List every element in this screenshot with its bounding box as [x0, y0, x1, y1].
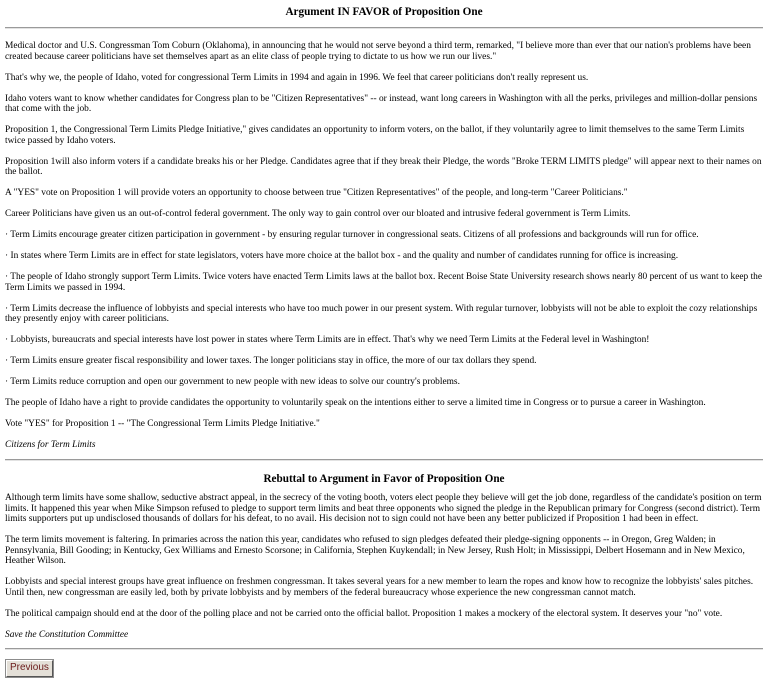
bullet-paragraph: · Term Limits ensure greater fiscal responsibility and lower taxes. The longer politicians stay in office, the more of our tax dollars they spend. [5, 356, 537, 367]
paragraph: Vote "YES" for Proposition 1 -- "The Congressional Term Limits Pledge Initiative." [5, 419, 320, 430]
bullet-paragraph: · In states where Term Limits are in effect for state legislators, voters have more choice at the ballot box - and the quality and number of candidates running for office is increasing. [5, 251, 679, 262]
page-navigation [5, 650, 763, 677]
argument-for-body [5, 41, 763, 451]
paragraph: The people of Idaho have a right to provide candidates the opportunity to voluntarily speak on the intentions either to serve a limited time in Congress or to pursue a career in Washington. [5, 398, 706, 409]
argument-for-signature: Citizens for Term Limits [5, 440, 96, 451]
paragraph: Career Politicians have given us an out-of-control federal government. The only way to gain control over our bloated and intrusive federal government is Term Limits. [5, 209, 631, 220]
paragraph: Idaho voters want to know whether candidates for Congress plan to be "Citizen Representatives" -- or instead, want long careers in Washington with all the perks, privileges and million-dollar pensions that come with the job. [5, 93, 758, 115]
paragraph: The term limits movement is faltering. In primaries across the nation this year, candidates who refused to sign pledges defeated their pledge-signing opponents -- in Oregon, Greg Walden; in Pennsylvania, Bill Gooding; in Kentucky, Gex Williams and Ernesto Scorsone; in California, Stephen Kuykendall; in New Jersey, Rush Holt; in Mississippi, Delbert Hosemann and in New Mexico, Heather Wilson. [5, 535, 745, 567]
bullet-paragraph: · Term Limits reduce corruption and open our government to new people with new ideas to solve our country's problems. [5, 377, 460, 388]
paragraph: Lobbyists and special interest groups have great influence on freshmen congressman. It takes several years for a new member to learn the ropes and know how to recognize the lobbyists' sales pitches. Until then, new congressman are easily led, both by private lobbyists and by members of the federal bureaucracy whose experience the new congressman cannot match. [5, 577, 754, 598]
rebuttal-body [5, 493, 763, 641]
paragraph: Although term limits have some shallow, seductive abstract appeal, in the secrecy of the voting booth, voters elect people they believe will get the job done, regardless of the candidate's position on term limits. It happened this year when Mike Simpson refused to pledge to support term limits and beat three opponents who signed the pledge in the Republican primary for Congress (second district). Term limits supporters put up undisclosed thousands of dollars for his defeat, to no avail. His decision not to sign could not have been any better publicized if Proposition 1 had been in effect. [5, 492, 762, 525]
rebuttal-title: Rebuttal to Argument in Favor of Proposition One [263, 472, 505, 485]
paragraph: Proposition 1will also inform voters if a candidate breaks his or her Pledge. Candidates agree that if they break their Pledge, the words "Broke TERM LIMITS pledge" will appear next to their names on the ballot. [5, 156, 762, 178]
section-divider [5, 27, 763, 29]
paragraph: That's why we, the people of Idaho, voted for congressional Term Limits in 1994 and again in 1996. We feel that career politicians don't really represent us. [5, 72, 589, 83]
paragraph: A "YES" vote on Proposition 1 will provide voters an opportunity to choose between true "Citizen Representatives" of the people, and long-term "Career Politicians." [5, 188, 628, 199]
paragraph: Proposition 1, the Congressional Term Limits Pledge Initiative," gives candidates an opportunity to inform voters, on the ballot, if they voluntarily agree to limit themselves to the same Term Limits twice passed by Idaho voters. [5, 125, 745, 146]
paragraph: Medical doctor and U.S. Congressman Tom Coburn (Oklahoma), in announcing that he would not serve beyond a third term, remarked, "I believe more than ever that our nation's problems have been created because career politicians have set themselves apart as an elite class of people trying to dictate to us how we run our lives." [5, 41, 751, 62]
rebuttal-signature: Save the Constitution Committee [5, 629, 129, 640]
bullet-paragraph: · The people of Idaho strongly support Term Limits. Twice voters have enacted Term Limits laws at the ballot box. Recent Boise State University research shows nearly 80 percent of us want to keep the Term Limits we passed in 1994. [5, 272, 763, 293]
paragraph: The political campaign should end at the door of the polling place and not be carried onto the official ballot. Proposition 1 makes a mockery of the electoral system. It deserves your "no" vote. [5, 608, 723, 619]
bullet-paragraph: · Term Limits encourage greater citizen participation in government - by ensuring regular turnover in congressional seats. Citizens of all professions and backgrounds will run for office. [5, 230, 699, 241]
bullet-paragraph: · Term Limits decrease the influence of lobbyists and special interests who have too much power in our present system. With regular turnover, lobbyists will not be able to exploit the cozy relationships they presently enjoy with career politicians. [5, 303, 758, 325]
argument-for-title: Argument IN FAVOR of Proposition One [285, 6, 483, 18]
previous-button[interactable]: Previous [6, 660, 53, 677]
bullet-paragraph: · Lobbyists, bureaucrats and special interests have lost power in states where Term Limits are in effect. That's why we need Term Limits at the Federal level in Washington! [5, 335, 650, 346]
